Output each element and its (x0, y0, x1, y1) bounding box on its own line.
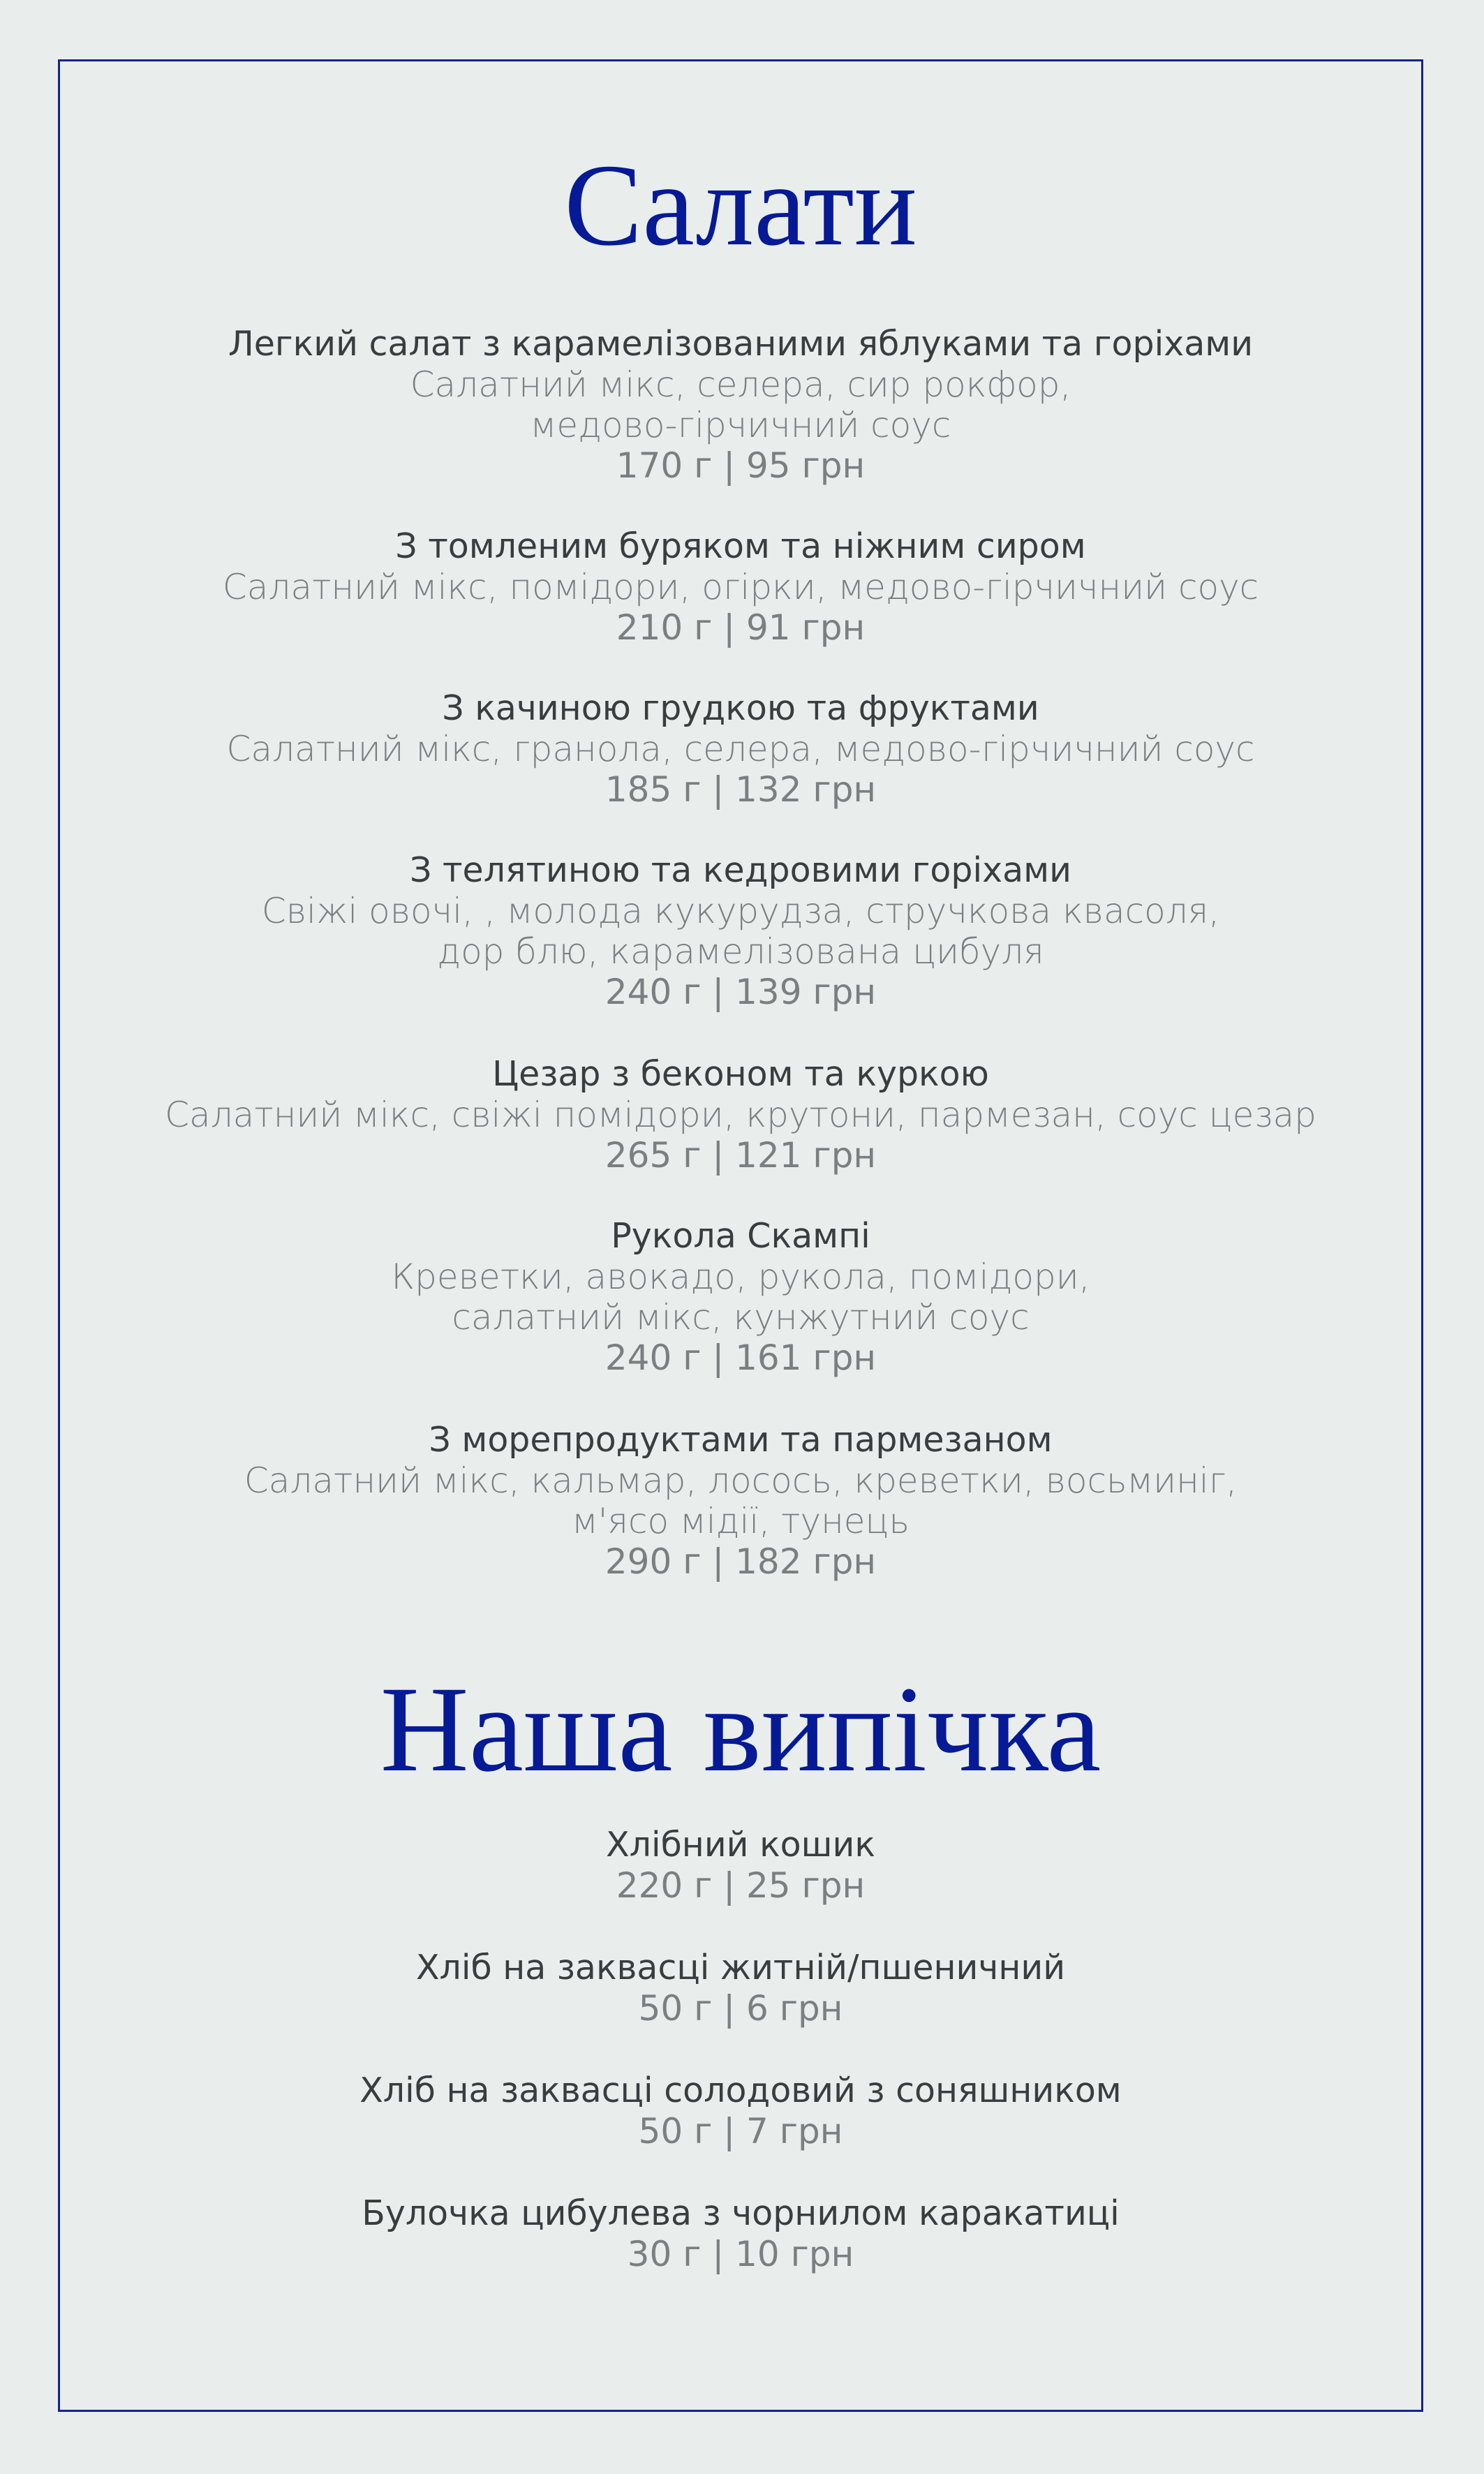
item-name: З качиною грудкою та фруктами (442, 688, 1039, 728)
salads-section-title: Салати (564, 140, 917, 270)
item-description: Салатний мікс, свіжі помідори, крутони, пармезан, соус цезар (165, 1095, 1316, 1135)
item-price: 185 г | 132 грн (604, 769, 877, 810)
item-name: Булочка цибулева з чорнилом каракатиці (362, 2193, 1120, 2233)
salad-item (58, 688, 1423, 810)
item-name: Хліб на заквасці солодовий з соняшником (359, 2071, 1122, 2110)
item-price: 50 г | 6 грн (638, 1988, 843, 2029)
salad-item (58, 1216, 1423, 1378)
item-price: 240 г | 139 грн (604, 972, 877, 1012)
item-name: З морепродуктами та пармезаном (429, 1420, 1053, 1460)
salad-item (58, 1054, 1423, 1176)
item-description: Свіжі овочі, , молода кукурудза, стручкова квасоля, (261, 891, 1220, 931)
item-name: З томленим буряком та ніжним сиром (395, 526, 1086, 566)
item-price: 220 г | 25 грн (616, 1865, 866, 1906)
item-name: Хліб на заквасці житній/пшеничний (415, 1948, 1066, 1987)
item-description: Креветки, авокадо, рукола, помідори, (391, 1257, 1090, 1297)
item-description: Салатний мікс, кальмар, лосось, креветки, восьминіг, (244, 1460, 1238, 1501)
item-description: Салатний мікс, селера, сир рокфор, (410, 364, 1071, 405)
item-price: 30 г | 10 грн (627, 2234, 854, 2274)
item-description: дор блю, карамелізована цибуля (437, 931, 1044, 972)
item-description: Салатний мікс, помідори, огірки, медово-гірчичний соус (222, 567, 1259, 607)
pastry-section-title: Наша випічка (380, 1661, 1101, 1798)
item-name: Хлібний кошик (606, 1825, 875, 1865)
salad-item (58, 526, 1423, 648)
salad-item (58, 1420, 1423, 1582)
item-price: 240 г | 161 грн (604, 1338, 877, 1378)
item-description: м'ясо мідії, тунець (571, 1501, 910, 1541)
item-description: салатний мікс, кунжутний соус (452, 1297, 1030, 1338)
item-price: 210 г | 91 грн (616, 607, 866, 648)
item-price: 50 г | 7 грн (638, 2111, 843, 2151)
item-description: медово-гірчичний соус (530, 405, 951, 445)
item-name: З телятиною та кедровими горіхами (410, 850, 1071, 890)
pastry-item (58, 2193, 1423, 2274)
pastry-item (58, 2071, 1423, 2151)
pastry-item (58, 1948, 1423, 2029)
salad-item (58, 324, 1423, 486)
salad-item (58, 850, 1423, 1012)
item-price: 290 г | 182 грн (604, 1541, 877, 1582)
item-name: Цезар з беконом та куркою (492, 1054, 989, 1094)
item-description: Салатний мікс, гранола, селера, медово-гірчичний соус (226, 729, 1255, 769)
item-name: Рукола Скампі (611, 1216, 870, 1256)
item-price: 170 г | 95 грн (616, 445, 866, 486)
item-name: Легкий салат з карамелізованими яблуками та горіхами (228, 324, 1254, 364)
pastry-item (58, 1825, 1423, 1906)
item-price: 265 г | 121 грн (604, 1135, 877, 1176)
